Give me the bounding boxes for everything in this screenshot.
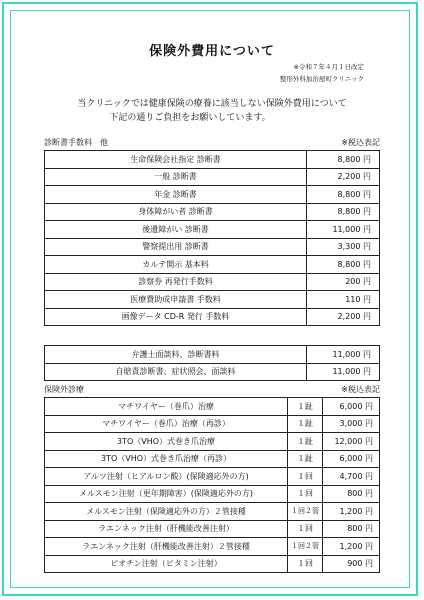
treatment-name: メルスモン注射（保険適応外の方）２管接種 [45, 503, 288, 521]
item-name: カルテ開示 基本料 [45, 256, 307, 274]
table-row [45, 238, 380, 256]
section2-tax-note: ※税込表記 [341, 385, 380, 394]
table-row [45, 151, 380, 169]
revision-date: ※令和７年４月１日改定 [293, 63, 364, 71]
section1-tax-note: ※税込表記 [341, 138, 380, 147]
treatment-unit: １趾 [288, 398, 323, 416]
item-price: 8,800 円 [307, 151, 380, 169]
item-name: 画像データ CD-R 発行 手数料 [45, 308, 307, 326]
item-name: 後遺障がい 診断書 [45, 221, 307, 239]
intro-line-2: 下記の通りご負担をお願いしています。 [109, 113, 271, 123]
treatment-unit: １回２管 [288, 503, 323, 521]
clinic-name: 整形外科加治屋町クリニック [279, 75, 364, 83]
item-price: 11,000 円 [307, 221, 380, 239]
table-row [45, 203, 380, 221]
item-price: 8,800 円 [307, 203, 380, 221]
treatment-price: 800 円 [323, 520, 380, 538]
item-name: 一般 診断書 [45, 168, 307, 186]
item-price: 11,000 円 [307, 346, 380, 364]
table-row [45, 308, 380, 326]
treatment-unit: １趾 [288, 433, 323, 451]
treatment-name: 3TO（VHO）式巻き爪治療 [45, 433, 288, 451]
treatment-price: 1,200 円 [323, 503, 380, 521]
section2-title: 保険外診療 [44, 385, 84, 394]
treatment-price: 12,000 円 [323, 433, 380, 451]
table-row [45, 555, 380, 573]
table-row [45, 291, 380, 309]
table-row [45, 538, 380, 556]
item-name: 診察券 再発行手数料 [45, 273, 307, 291]
item-name: 弁護士面談料、診断書料 [45, 346, 307, 364]
table-row [45, 256, 380, 274]
item-name: 医療費助成申請書 手数料 [45, 291, 307, 309]
treatment-unit: １回 [288, 520, 323, 538]
table-row [45, 503, 380, 521]
treatment-unit: １趾 [288, 415, 323, 433]
item-price: 11,000 円 [307, 363, 380, 381]
treatment-unit: １回２管 [288, 538, 323, 556]
intro-line-1: 当クリニックでは健康保険の療養に該当しない保険外費用について [77, 99, 347, 109]
treatment-name: メルスモン注射（更年期障害）(保険適応外の方) [45, 485, 288, 503]
document-fee-table [44, 150, 380, 326]
item-name: 年金 診断書 [45, 186, 307, 204]
table-row [45, 433, 380, 451]
item-price: 200 円 [307, 273, 380, 291]
treatment-price: 800 円 [323, 485, 380, 503]
treatment-name: ラエンネック注射（肝機能改善注射）２管接種 [45, 538, 288, 556]
item-price: 8,800 円 [307, 186, 380, 204]
treatment-unit: １趾 [288, 450, 323, 468]
page-title: 保険外費用について [149, 44, 275, 59]
treatment-name: ビオチン注射（ビタミン注射） [45, 555, 288, 573]
treatment-price: 1,200 円 [323, 538, 380, 556]
treatment-price: 6,000 円 [323, 398, 380, 416]
treatment-unit: １回 [288, 485, 323, 503]
treatment-name: マチワイヤー（巻爪）治療 [45, 398, 288, 416]
treatment-name: アルツ注射（ヒアルロン酸）(保険適応外の方) [45, 468, 288, 486]
item-price: 2,200 円 [307, 168, 380, 186]
table-row [45, 485, 380, 503]
item-name: 生命保険会社指定 診断書 [45, 151, 307, 169]
table-row [45, 168, 380, 186]
table-row [45, 415, 380, 433]
table-row [45, 186, 380, 204]
item-name: 身体障がい者 診断書 [45, 203, 307, 221]
treatment-unit: １回 [288, 468, 323, 486]
item-price: 2,200 円 [307, 308, 380, 326]
treatment-name: マチワイヤー（巻爪）治療（再診） [45, 415, 288, 433]
item-name: 警察提出用 診断書 [45, 238, 307, 256]
non-insured-treatment-table [44, 397, 380, 573]
section1-title: 診断書手数料 他 [44, 138, 108, 147]
table-row [45, 346, 380, 364]
treatment-price: 6,000 円 [323, 450, 380, 468]
legal-fee-table [44, 345, 380, 381]
treatment-unit: １回 [288, 555, 323, 573]
item-price: 110 円 [307, 291, 380, 309]
table-row [45, 450, 380, 468]
table-row [45, 398, 380, 416]
item-price: 8,800 円 [307, 256, 380, 274]
table-row [45, 363, 380, 381]
item-name: 自賠責診断書、症状照会、面談料 [45, 363, 307, 381]
table-row [45, 520, 380, 538]
treatment-price: 3,000 円 [323, 415, 380, 433]
item-price: 3,300 円 [307, 238, 380, 256]
table-row [45, 221, 380, 239]
treatment-price: 4,700 円 [323, 468, 380, 486]
treatment-name: 3TO（VHO）式巻き爪治療（再診） [45, 450, 288, 468]
treatment-name: ラエンネック注射（肝機能改善注射） [45, 520, 288, 538]
table-row [45, 273, 380, 291]
table-row [45, 468, 380, 486]
treatment-price: 900 円 [323, 555, 380, 573]
